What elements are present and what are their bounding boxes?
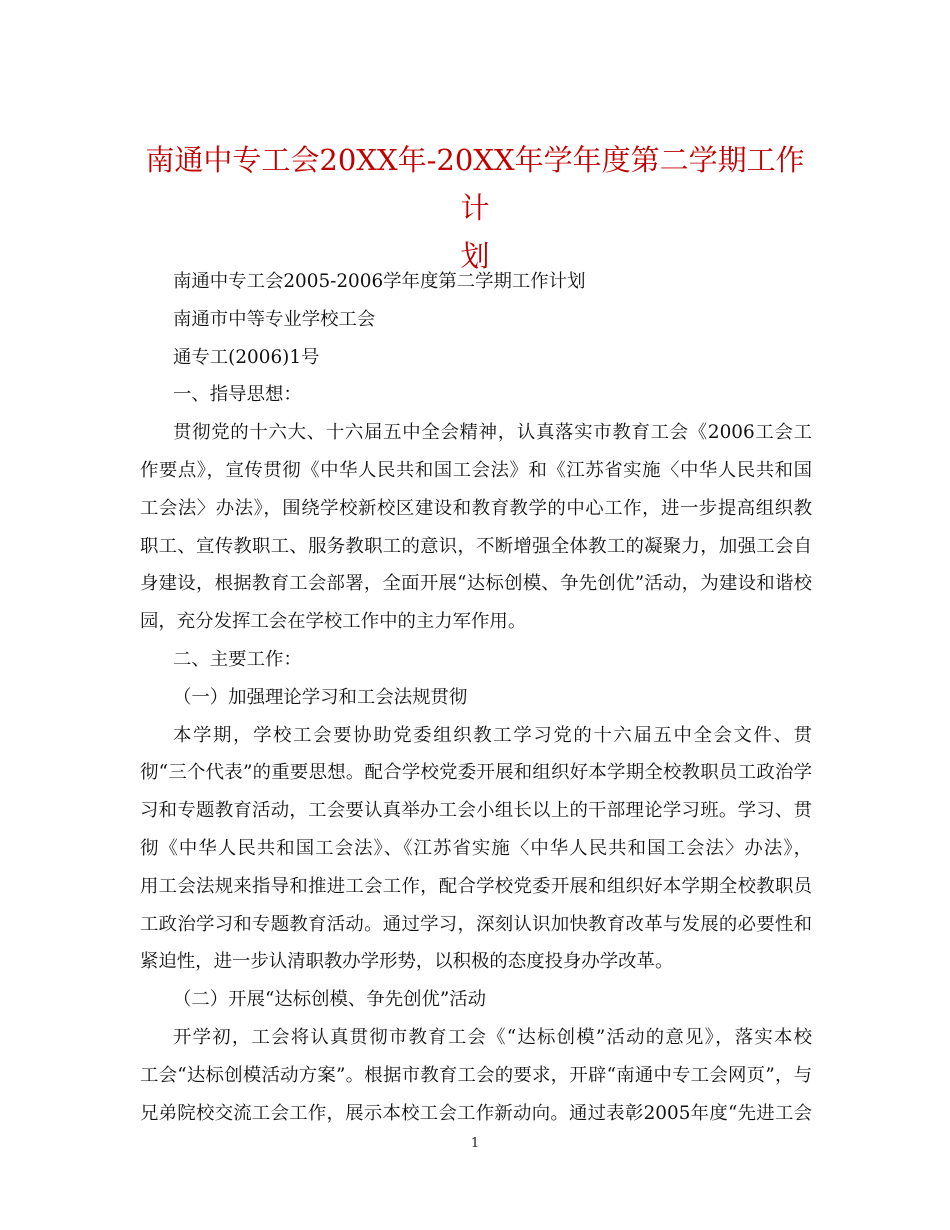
paragraph-line: 本学期，学校工会要协助党委组织教工学习党的十六届五中全会文件、贯 [173,724,812,746]
paragraph-line: 用工会法规来指导和推进工会工作，配合学校党委开展和组织好本学期全校教职员 [140,875,812,897]
document-body [140,263,812,1132]
paragraph-line: 身建设，根据教育工会部署，全面开展“达标创模、争先创优”活动，为建设和谐校 [140,573,812,595]
subsection-heading-1: （一）加强理论学习和工会法规贯彻 [173,686,468,708]
paragraph-line: 彻“三个代表”的重要思想。配合学校党委开展和组织好本学期全校教职员工政治学 [140,762,812,784]
document-title [140,136,810,280]
issuer-line: 南通市中等专业学校工会 [173,308,376,330]
section-heading-1: 一、指导思想： [173,384,302,406]
paragraph-line: 开学初，工会将认真贯彻市教育工会《“达标创模”活动的意见》，落实本校 [173,1026,812,1048]
paragraph-line: 园，充分发挥工会在学校工作中的主力军作用。 [140,611,527,633]
paragraph-line: 作要点》，宣传贯彻《中华人民共和国工会法》和《江苏省实施〈中华人民共和国 [140,459,812,481]
subsection-heading-2: （二）开展“达标创模、争先创优”活动 [173,989,487,1011]
paragraph-line: 工会法〉办法》，围绕学校新校区建设和教育教学的中心工作，进一步提高组织教 [140,497,812,519]
paragraph-line: 工政治学习和专题教育活动。通过学习，深刻认识加快教育改革与发展的必要性和 [140,913,812,935]
page-number: 1 [470,1136,480,1151]
section-heading-2: 二、主要工作： [173,648,302,670]
paragraph-line: 紧迫性，进一步认清职教办学形势，以积极的态度投身办学改革。 [140,951,674,973]
paragraph-line: 工会“达标创模活动方案”。根据市教育工会的要求，开辟“南通中专工会网页”，与 [140,1064,812,1086]
subtitle-line: 南通中专工会2005-2006学年度第二学期工作计划 [173,271,586,292]
paragraph-line: 职工、宣传教职工、服务教职工的意识，不断增强全体教工的凝聚力，加强工会自 [140,535,812,557]
paragraph-line: 习和专题教育活动，工会要认真举办工会小组长以上的干部理论学习班。学习、贯 [140,800,812,822]
paragraph-line: 贯彻党的十六大、十六届五中全会精神，认真落实市教育工会《2006工会工 [173,422,812,444]
document-number-line: 通专工(2006)1号 [173,346,320,368]
paragraph-line: 彻《中华人民共和国工会法》、《江苏省实施〈中华人民共和国工会法〉办法》， [140,837,812,859]
document-title-line-2: 划 [460,239,490,273]
paragraph-line: 兄弟院校交流工会工作，展示本校工会工作新动向。通过表彰2005年度“先进工会 [140,1102,812,1124]
document-title-line-1: 南通中专工会20XX年-20XX年学年度第二学期工作计 [145,143,805,225]
